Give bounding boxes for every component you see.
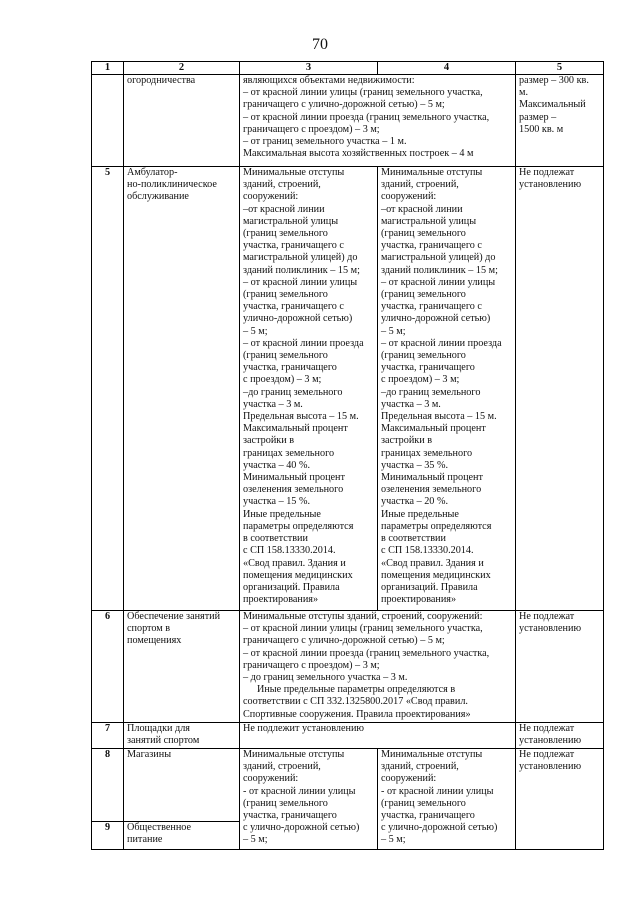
params-col3-cell [240,749,378,850]
text-line: – от красной линии улицы (границ земельного участка, [243,623,483,635]
text-line: – от красной линии проезда (границ земельного участка, [243,647,490,659]
row-number-cell: 6 [92,611,124,723]
text-line: организаций. Правила [243,581,340,593]
text-line: участка – 35 %. [381,459,448,471]
params-col4-cell [378,167,516,611]
text-line: Площадки для [127,723,190,734]
text-line: с улично-дорожной сетью) [243,822,360,834]
text-line: граничащего с улично-дорожной сетью) – 5 м; [243,99,445,111]
text-line: (границ земельного [243,350,328,362]
text-line: граничащего с улично-дорожной сетью) – 5 м; [243,635,445,647]
text-line: являющихся объектами недвижимости: [243,75,415,86]
text-line: участка, граничащего [381,810,475,822]
header-col-1: 1 [92,62,124,75]
text-line: параметры определяются [243,520,354,532]
text-line: организаций. Правила [381,581,478,593]
text-line: обслуживание [127,191,189,203]
text-line: (границ земельного [381,228,466,240]
text-line: проектирования» [243,594,319,606]
params-col3-cell [240,167,378,611]
row-number-cell: 8 [92,749,124,822]
text-line: помещениях [127,635,182,647]
header-col-2: 2 [124,62,240,75]
text-line: с проездом) – 3 м; [381,374,460,386]
text-line: Минимальные отступы [243,167,345,178]
text-line: магистральной улицей) до [381,252,496,264]
text-line: –от красной линии [381,203,463,215]
text-line: (границ земельного [243,289,328,301]
use-name-cell [124,611,240,723]
text-line: улично-дорожной сетью) [243,313,353,325]
text-line: Максимальная высота хозяйственных построек – 4 м [243,148,474,160]
text-line: граничащего с проездом) – 3 м; [243,659,380,671]
text-line: Не подлежат [519,167,575,178]
text-line: зданий, строений, [381,761,459,773]
text-line: участка, граничащего с [243,301,344,313]
text-line: – от красной линии проезда [243,337,364,349]
text-line: параметры определяются [381,520,492,532]
text-line: размер – 300 кв. м. [519,75,589,99]
use-name-cell: огородничества [124,75,240,167]
regulations-table [91,61,604,850]
text-line: участка – 3 м. [381,398,441,410]
text-line: зданий поликлиник – 15 м; [243,264,360,276]
text-line: - от красной линии улицы [381,785,494,797]
use-name-cell [124,167,240,611]
text-line: – от красной линии улицы (границ земельного участка, [243,87,483,99]
text-line: (границ земельного [243,228,328,240]
text-line: граничащего с проездом) – 3 м; [243,123,380,135]
text-line: магистральной улицей) до [243,252,358,264]
text-line: зданий, строений, [243,179,321,191]
text-line: зданий, строений, [243,761,321,773]
text-line: – от красной линии улицы [381,276,496,288]
text-line: занятий спортом [127,735,200,747]
text-line: проектирования» [381,594,457,606]
size-cell [516,749,604,850]
text-line: питание [127,834,163,846]
text-line: магистральной улицы [243,215,339,227]
text-line: озеленения земельного [243,484,344,496]
text-line: улично-дорожной сетью) [381,313,491,325]
table-row [92,611,604,723]
text-line: участка, граничащего [381,362,475,374]
text-line: (границ земельного [243,797,328,809]
table-row [92,75,604,167]
text-line: – 5 м; [243,834,268,846]
text-line: –до границ земельного [243,386,343,398]
text-line: – 5 м; [381,325,406,337]
text-line: застройки в [243,435,295,447]
text-line: участка, граничащего с [243,240,344,252]
text-line: – от красной линии улицы [243,276,358,288]
row-number-cell: 7 [92,723,124,749]
text-line: сооружений: [243,191,299,203]
text-line: соответствии с СП 332.1325800.2017 «Свод правил. [243,696,468,708]
text-line: сооружений: [381,773,437,785]
size-cell [516,723,604,749]
text-line: Минимальный процент [381,472,483,484]
text-line: застройки в [381,435,433,447]
text-line: «Свод правил. Здания и [243,557,346,569]
text-line: – 5 м; [243,325,268,337]
size-cell [516,611,604,723]
text-line: Минимальные отступы [381,167,483,178]
text-line: установлению [519,735,582,747]
text-line: –от красной линии [243,203,325,215]
text-line: с проездом) – 3 м; [243,374,322,386]
text-line: Минимальные отступы [381,749,483,760]
text-line: с улично-дорожной сетью) [381,822,498,834]
text-line: Минимальные отступы [243,749,345,760]
use-name-cell: Магазины [124,749,240,822]
text-line: участка – 15 %. [243,496,310,508]
text-line: Иные предельные параметры определяются в [257,684,456,696]
text-line: - от красной линии улицы [243,785,356,797]
text-line: – 5 м; [381,834,406,846]
page-number: 70 [312,36,328,53]
text-line: установлению [519,761,582,773]
header-row [92,62,604,75]
params-cell: Не подлежит установлению [240,723,516,749]
params-cell [240,611,516,723]
text-line: Предельная высота – 15 м. [381,411,497,423]
text-line: установлению [519,623,582,635]
text-line: (границ земельного [381,289,466,301]
text-line: но-поликлиническое [127,179,217,191]
text-line: – от границ земельного участка – 1 м. [243,136,407,148]
text-line: (границ земельного [381,350,466,362]
text-line: 1500 кв. м [519,123,564,135]
row-number-cell: 5 [92,167,124,611]
row-number-cell: 9 [92,822,124,850]
text-line: сооружений: [243,773,299,785]
text-line: в соответствии [381,533,446,545]
text-line: – от красной линии проезда (границ земельного участка, [243,111,490,123]
text-line: магистральной улицы [381,215,477,227]
size-cell [516,167,604,611]
text-line: (границ земельного [381,797,466,809]
text-line: Спортивные сооружения. Правила проектирования» [243,708,471,720]
header-col-4: 4 [378,62,516,75]
text-line: помещения медицинских [381,569,491,581]
text-line: помещения медицинских [243,569,353,581]
text-line: Не подлежат [519,611,575,622]
text-line: участка, граничащего с [381,240,482,252]
text-line: с СП 158.13330.2014. [243,545,336,557]
text-line: Иные предельные [243,508,321,520]
row-number-cell [92,75,124,167]
header-col-3: 3 [240,62,378,75]
text-line: Амбулатор- [127,167,178,178]
text-line: в соответствии [243,533,308,545]
text-line: – от красной линии проезда [381,337,502,349]
text-line: «Свод правил. Здания и [381,557,484,569]
text-line: озеленения земельного [381,484,482,496]
text-line: сооружений: [381,191,437,203]
text-line: установлению [519,179,582,191]
header-col-5: 5 [516,62,604,75]
params-col4-cell [378,749,516,850]
table-row [92,749,604,822]
text-line: Не подлежат [519,723,575,734]
text-line: спортом в [127,623,171,635]
text-line: Максимальный процент [381,423,486,435]
text-line: участка – 20 %. [381,496,448,508]
text-line: с СП 158.13330.2014. [381,545,474,557]
use-name-cell [124,822,240,850]
text-line: участка, граничащего с [381,301,482,313]
text-line: Минимальный процент [243,472,345,484]
text-line: Общественное [127,822,192,833]
text-line: Максимальный процент [243,423,348,435]
table-row [92,723,604,749]
text-line: участка, граничащего [243,362,337,374]
text-line: Предельная высота – 15 м. [243,411,359,423]
text-line: границах земельного [381,447,473,459]
text-line: размер – [519,111,557,123]
text-line: зданий поликлиник – 15 м; [381,264,498,276]
text-line: участка, граничащего [243,810,337,822]
table-row [92,167,604,611]
text-line: границах земельного [243,447,335,459]
size-cell [516,75,604,167]
params-cell [240,75,516,167]
text-line: Не подлежат [519,749,575,760]
text-line: Иные предельные [381,508,459,520]
text-line: Минимальные отступы зданий, строений, сооружений: [243,611,483,622]
use-name-cell [124,723,240,749]
text-line: – до границ земельного участка – 3 м. [243,672,408,684]
text-line: –до границ земельного [381,386,481,398]
text-line: участка – 40 %. [243,459,310,471]
text-line: участка – 3 м. [243,398,303,410]
text-line: Максимальный [519,99,586,111]
text-line: Обеспечение занятий [127,611,221,622]
text-line: зданий, строений, [381,179,459,191]
